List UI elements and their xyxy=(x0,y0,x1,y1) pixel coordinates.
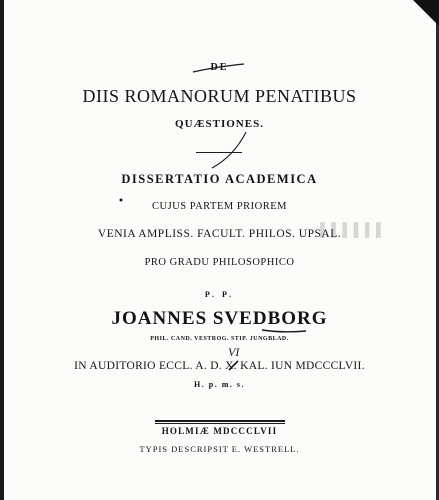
faculty-permission-line: VENIA AMPLISS. FACULT. PHILOS. UPSAL. xyxy=(97,228,342,240)
subtitle-questiones: QUÆSTIONES. xyxy=(175,118,264,130)
handwritten-stroke-diagonal xyxy=(212,132,246,168)
author-credentials: PHIL. CAND. VESTROG. STIP. JUNGBLAD. xyxy=(150,336,289,342)
venue-date-line: IN AUDITORIO ECCL. A. D. X. KAL. IUN MDCCCLVII. xyxy=(74,360,365,372)
main-title: DIIS ROMANORUM PENATIBUS xyxy=(82,86,357,106)
pp-abbreviation: P. P. xyxy=(204,290,235,299)
divider-rule xyxy=(196,152,242,153)
imprint-rule-thin xyxy=(155,423,285,424)
page-edge-left xyxy=(0,0,4,500)
preposition-de: DE xyxy=(210,62,229,73)
time-line: H. p. m. s. xyxy=(194,380,245,389)
handwritten-correction: VI xyxy=(228,345,240,359)
handwritten-underline xyxy=(262,330,306,332)
degree-line: PRO GRADU PHILOSOPHICO xyxy=(144,257,295,268)
imprint-rule-thick xyxy=(155,420,285,422)
page-corner-shadow xyxy=(413,0,439,26)
imprint-place-year: HOLMIÆ MDCCCLVII xyxy=(161,426,278,436)
author-name: JOANNES SVEDBORG xyxy=(111,308,328,329)
bleed-through-text: ▌▌▌▌▌▌ xyxy=(320,222,388,237)
part-line: CUJUS PARTEM PRIOREM xyxy=(151,201,287,212)
dissertation-heading: DISSERTATIO ACADEMICA xyxy=(121,172,318,186)
printer-line: TYPIS DESCRIPSIT E. WESTRELL. xyxy=(139,444,300,454)
